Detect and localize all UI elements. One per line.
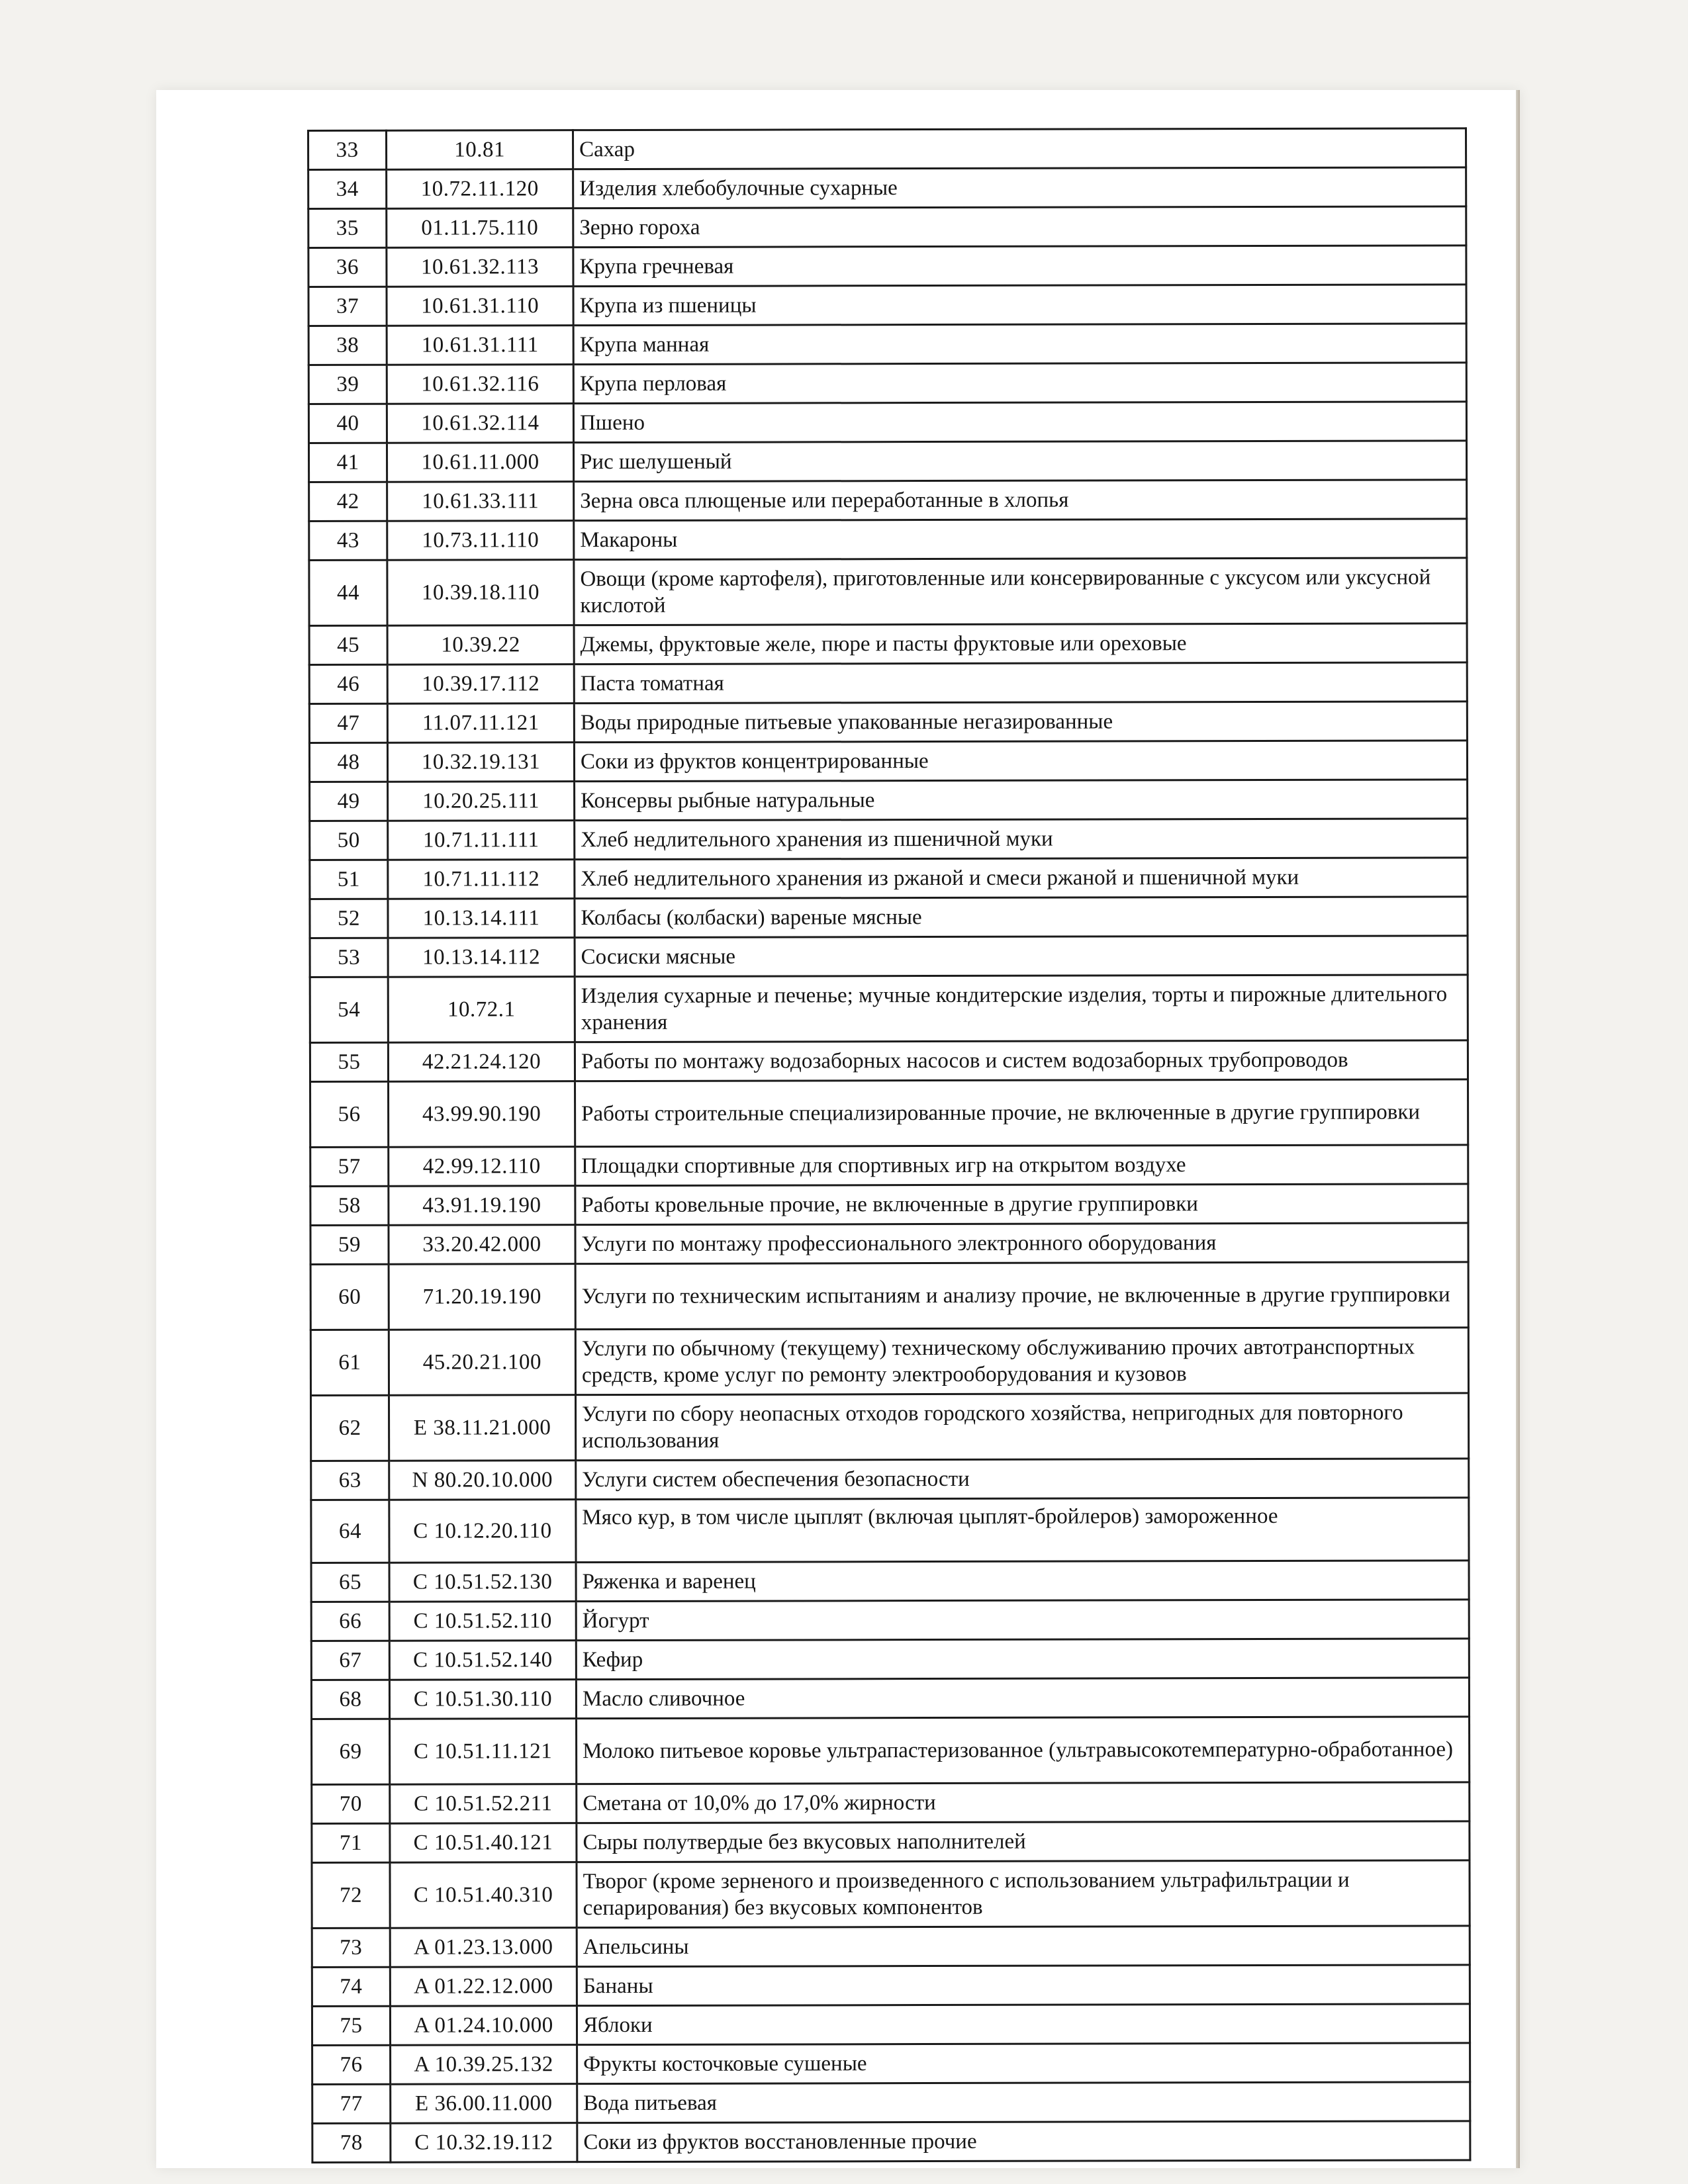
- table-row: [310, 1223, 1468, 1265]
- row-name-cell: Зерно гороха: [573, 206, 1466, 248]
- row-number-cell: 60: [310, 1264, 389, 1330]
- row-number-cell: 40: [308, 404, 387, 443]
- table-row: [308, 441, 1466, 482]
- row-name-cell: Ряженка и варенец: [576, 1561, 1469, 1602]
- row-code-cell: 10.39.22: [387, 625, 574, 665]
- row-number-cell: 67: [311, 1641, 389, 1680]
- table-row: [311, 1678, 1469, 1719]
- row-number-cell: 34: [308, 169, 387, 208]
- table-row: [311, 1459, 1469, 1500]
- row-code-cell: C 10.51.52.211: [390, 1784, 577, 1824]
- row-name-cell: Изделия сухарные и печенье; мучные кондитерские изделия, торты и пирожные длительного хранения: [575, 975, 1468, 1042]
- row-number-cell: 70: [312, 1784, 390, 1823]
- row-name-cell: Работы строительные специализированные прочие, не включенные в другие группировки: [575, 1079, 1468, 1147]
- row-number-cell: 50: [310, 821, 388, 860]
- table-row: [311, 1393, 1469, 1461]
- row-name-cell: Хлеб недлительного хранения из ржаной и смеси ржаной и пшеничной муки: [575, 858, 1468, 899]
- table-row: [308, 167, 1466, 209]
- row-code-cell: C 10.51.40.121: [390, 1823, 577, 1863]
- row-number-cell: 58: [310, 1186, 389, 1225]
- row-name-cell: Изделия хлебобулочные сухарные: [573, 167, 1466, 208]
- row-number-cell: 37: [308, 287, 387, 326]
- row-number-cell: 77: [312, 2084, 391, 2123]
- table-row: [310, 1262, 1468, 1330]
- table-row: [312, 2004, 1470, 2046]
- row-number-cell: 39: [308, 365, 387, 404]
- row-name-cell: Паста томатная: [574, 662, 1467, 704]
- row-name-cell: Яблоки: [577, 2004, 1470, 2045]
- row-name-cell: Услуги по техническим испытаниям и анализу прочие, не включенные в другие группировки: [575, 1262, 1468, 1330]
- row-code-cell: 01.11.75.110: [387, 208, 573, 248]
- row-name-cell: Колбасы (колбаски) вареные мясные: [575, 897, 1468, 938]
- row-code-cell: 45.20.21.100: [389, 1330, 575, 1396]
- row-number-cell: 35: [308, 208, 387, 248]
- row-number-cell: 74: [312, 1967, 390, 2006]
- row-code-cell: C 10.12.20.110: [389, 1500, 576, 1563]
- table-row: [309, 741, 1467, 782]
- row-number-cell: 76: [312, 2045, 391, 2084]
- row-name-cell: Крупа из пшеницы: [573, 285, 1466, 326]
- row-code-cell: 10.61.32.116: [387, 365, 573, 404]
- row-name-cell: Хлеб недлительного хранения из пшеничной муки: [575, 819, 1468, 860]
- row-number-cell: 72: [312, 1862, 390, 1928]
- table-row: [312, 1860, 1470, 1929]
- row-code-cell: E 36.00.11.000: [391, 2084, 577, 2124]
- row-number-cell: 78: [312, 2123, 391, 2162]
- row-code-cell: 33.20.42.000: [389, 1225, 575, 1265]
- table-row: [309, 662, 1467, 704]
- table-row: [312, 2043, 1470, 2085]
- table-row: [310, 819, 1468, 860]
- row-code-cell: 10.61.32.114: [387, 404, 573, 443]
- row-code-cell: C 10.51.52.140: [389, 1641, 576, 1680]
- row-code-cell: 10.32.19.131: [387, 743, 574, 782]
- table-row: [308, 128, 1466, 170]
- table-row: [310, 780, 1468, 821]
- items-table: [307, 127, 1471, 2163]
- table-row: [309, 702, 1467, 743]
- row-number-cell: 57: [310, 1147, 389, 1186]
- row-name-cell: Апельсины: [577, 1926, 1470, 1967]
- row-name-cell: Работы по монтажу водозаборных насосов и систем водозаборных трубопроводов: [575, 1040, 1468, 1081]
- table-row: [308, 363, 1466, 404]
- row-code-cell: 10.71.11.112: [388, 860, 575, 899]
- row-number-cell: 43: [309, 521, 387, 560]
- row-number-cell: 53: [310, 938, 388, 977]
- sheet-edge-shadow: [1516, 90, 1520, 2168]
- row-name-cell: Крупа перловая: [573, 363, 1466, 404]
- row-name-cell: Масло сливочное: [576, 1678, 1469, 1719]
- table-row: [310, 858, 1468, 899]
- table-row: [312, 1965, 1470, 2007]
- row-number-cell: 38: [308, 326, 387, 365]
- row-name-cell: Сыры полутвердые без вкусовых наполнителей: [577, 1821, 1470, 1862]
- table-row: [310, 975, 1468, 1043]
- row-code-cell: 10.13.14.112: [388, 938, 575, 978]
- table-row: [310, 936, 1468, 978]
- table-row: [311, 1498, 1469, 1563]
- row-code-cell: A 01.24.10.000: [390, 2006, 577, 2046]
- row-code-cell: 10.72.1: [388, 977, 575, 1043]
- row-code-cell: 10.73.11.110: [387, 521, 574, 561]
- row-number-cell: 64: [311, 1500, 389, 1563]
- row-code-cell: 71.20.19.190: [389, 1264, 575, 1330]
- row-number-cell: 54: [310, 977, 388, 1042]
- row-code-cell: A 10.39.25.132: [391, 2045, 577, 2085]
- row-number-cell: 55: [310, 1042, 388, 1081]
- row-name-cell: Площадки спортивные для спортивных игр на открытом воздухе: [575, 1145, 1468, 1186]
- row-name-cell: Сосиски мясные: [575, 936, 1468, 977]
- table-row: [311, 1639, 1469, 1680]
- table-row: [312, 1926, 1470, 1968]
- row-code-cell: 10.61.11.000: [387, 443, 573, 482]
- row-code-cell: 10.61.33.111: [387, 482, 574, 522]
- row-code-cell: 10.39.17.112: [387, 664, 574, 704]
- row-number-cell: 61: [310, 1330, 389, 1395]
- table-row: [308, 285, 1466, 326]
- row-code-cell: A 01.23.13.000: [390, 1928, 577, 1968]
- row-name-cell: Вода питьевая: [577, 2082, 1470, 2123]
- row-name-cell: Услуги по монтажу профессионального электронного оборудования: [575, 1223, 1468, 1264]
- row-name-cell: Зерна овса плющеные или переработанные в хлопья: [574, 480, 1467, 521]
- row-code-cell: E 38.11.21.000: [389, 1395, 576, 1461]
- table-row: [308, 402, 1466, 443]
- row-code-cell: 11.07.11.121: [387, 704, 574, 743]
- row-name-cell: Воды природные питьевые упакованные негазированные: [574, 702, 1467, 743]
- row-name-cell: Овощи (кроме картофеля), приготовленные или консервированные с уксусом или уксусной кислотой: [574, 558, 1467, 625]
- row-name-cell: Мясо кур, в том числе цыплят (включая цыплят-бройлеров) замороженное: [576, 1498, 1469, 1563]
- row-number-cell: 48: [309, 743, 387, 782]
- row-number-cell: 33: [308, 130, 387, 169]
- table-row: [310, 1040, 1468, 1082]
- row-name-cell: Бананы: [577, 1965, 1470, 2006]
- table-row: [311, 1600, 1469, 1641]
- row-name-cell: Рис шелушеный: [573, 441, 1466, 482]
- table-row: [310, 1184, 1468, 1226]
- row-code-cell: 10.81: [387, 130, 573, 170]
- row-code-cell: C 10.51.52.110: [389, 1602, 576, 1641]
- row-number-cell: 52: [310, 899, 388, 938]
- row-code-cell: C 10.51.11.121: [390, 1719, 577, 1785]
- row-number-cell: 63: [311, 1461, 389, 1500]
- row-number-cell: 71: [312, 1823, 390, 1862]
- row-code-cell: C 10.51.52.130: [389, 1563, 576, 1602]
- table-row: [310, 897, 1468, 938]
- row-name-cell: Кефир: [576, 1639, 1469, 1680]
- table-row: [310, 1079, 1468, 1148]
- row-number-cell: 66: [311, 1602, 389, 1641]
- row-number-cell: 73: [312, 1928, 390, 1967]
- row-code-cell: 10.71.11.111: [388, 821, 575, 860]
- row-number-cell: 45: [309, 625, 387, 664]
- table-row: [309, 519, 1467, 561]
- row-name-cell: Творог (кроме зерненого и произведенного с использованием ультрафильтрации и сепарирования) без вкусовых компонентов: [577, 1860, 1470, 1928]
- row-number-cell: 41: [308, 443, 387, 482]
- row-name-cell: Джемы, фруктовые желе, пюре и пасты фруктовые или ореховые: [574, 623, 1467, 664]
- row-number-cell: 51: [310, 860, 388, 899]
- row-number-cell: 46: [309, 664, 387, 704]
- table-row: [309, 558, 1467, 626]
- table-row: [308, 246, 1466, 287]
- row-code-cell: 10.20.25.111: [388, 782, 575, 821]
- row-name-cell: Соки из фруктов концентрированные: [574, 741, 1467, 782]
- table-row: [310, 1145, 1468, 1187]
- table-row: [311, 1561, 1469, 1602]
- row-code-cell: C 10.51.30.110: [389, 1680, 576, 1719]
- row-number-cell: 69: [312, 1719, 390, 1784]
- row-number-cell: 65: [311, 1563, 389, 1602]
- row-number-cell: 36: [308, 248, 387, 287]
- row-code-cell: C 10.51.40.310: [390, 1862, 577, 1929]
- row-name-cell: Работы кровельные прочие, не включенные в другие группировки: [575, 1184, 1468, 1225]
- row-name-cell: Услуги по сбору неопасных отходов городского хозяйства, непригодных для повторного использования: [576, 1393, 1469, 1461]
- table-row: [310, 1328, 1468, 1396]
- row-code-cell: 10.72.11.120: [387, 169, 573, 209]
- row-name-cell: Крупа гречневая: [573, 246, 1466, 287]
- table-row: [309, 623, 1467, 665]
- row-code-cell: 10.61.31.110: [387, 287, 573, 326]
- row-code-cell: 42.21.24.120: [388, 1042, 575, 1082]
- row-code-cell: A 01.22.12.000: [390, 1967, 577, 2007]
- row-name-cell: Услуги систем обеспечения безопасности: [576, 1459, 1469, 1500]
- table-row: [309, 480, 1467, 522]
- row-number-cell: 42: [309, 482, 387, 521]
- table-row: [312, 1782, 1470, 1824]
- row-code-cell: N 80.20.10.000: [389, 1461, 576, 1500]
- row-name-cell: Молоко питьевое коровье ультрапастеризованное (ультравысокотемпературно-обработанное): [577, 1717, 1470, 1784]
- row-number-cell: 68: [311, 1680, 389, 1719]
- row-name-cell: Фрукты косточковые сушеные: [577, 2043, 1470, 2084]
- row-code-cell: 43.99.90.190: [389, 1081, 575, 1148]
- row-name-cell: Пшено: [573, 402, 1466, 443]
- row-name-cell: Услуги по обычному (текущему) техническому обслуживанию прочих автотранспортных средств, кроме услуг по ремонту электрооборудования и кузовов: [575, 1328, 1468, 1395]
- row-code-cell: 10.61.31.111: [387, 326, 573, 365]
- row-name-cell: Крупа манная: [573, 324, 1466, 365]
- row-number-cell: 49: [310, 782, 388, 821]
- table-row: [308, 324, 1466, 365]
- row-number-cell: 44: [309, 560, 387, 625]
- row-code-cell: C 10.32.19.112: [391, 2123, 577, 2163]
- row-number-cell: 75: [312, 2006, 390, 2045]
- row-code-cell: 10.39.18.110: [387, 560, 574, 626]
- row-number-cell: 59: [310, 1225, 389, 1264]
- table-row: [308, 206, 1466, 248]
- table-row: [312, 2121, 1470, 2163]
- row-code-cell: 43.91.19.190: [389, 1186, 575, 1226]
- row-code-cell: 10.13.14.111: [388, 899, 575, 938]
- row-number-cell: 62: [311, 1395, 389, 1461]
- table-row: [312, 2082, 1470, 2124]
- row-name-cell: Макароны: [574, 519, 1467, 560]
- table-row: [312, 1821, 1470, 1863]
- table-body: [308, 128, 1470, 2163]
- table-row: [312, 1717, 1470, 1785]
- row-code-cell: 10.61.32.113: [387, 248, 573, 287]
- row-number-cell: 47: [309, 704, 387, 743]
- table-container: [307, 127, 1471, 2163]
- row-number-cell: 56: [310, 1081, 389, 1147]
- row-name-cell: Соки из фруктов восстановленные прочие: [577, 2121, 1470, 2162]
- row-code-cell: 42.99.12.110: [389, 1147, 575, 1187]
- row-name-cell: Консервы рыбные натуральные: [575, 780, 1468, 821]
- row-name-cell: Йогурт: [576, 1600, 1469, 1641]
- row-name-cell: Сметана от 10,0% до 17,0% жирности: [577, 1782, 1470, 1823]
- row-name-cell: Сахар: [573, 128, 1466, 169]
